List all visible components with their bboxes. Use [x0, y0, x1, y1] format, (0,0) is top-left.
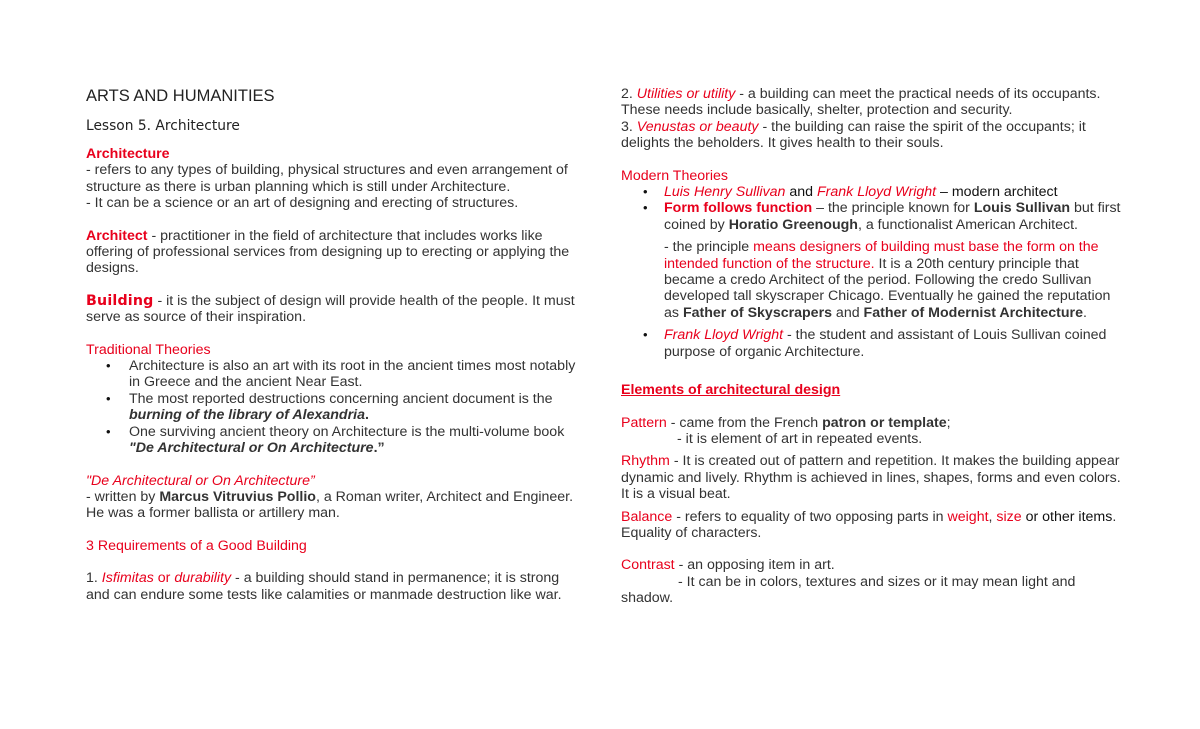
balance-paragraph: Balance - refers to equality of two opposing parts in weight, size or other items. Equality of characters.: [621, 508, 1117, 541]
modern-theories-heading: Modern Theories: [621, 167, 728, 184]
rhythm-paragraph: Rhythm - It is created out of pattern and repetition. It makes the building appear dynamic and lively. Rhythm is achieved in lines, shapes, forms and even colors. It is a visual beat.: [621, 453, 1121, 503]
list-item: • Luis Henry Sullivan and Frank Lloyd Wright – modern architect: [643, 184, 1058, 201]
building-paragraph: [86, 293, 584, 326]
requirements-heading: 3 Requirements of a Good Building: [86, 537, 307, 554]
de-architectural-book: "De Architectural or On Architecture: [129, 440, 374, 457]
bullet-icon: •: [106, 358, 111, 374]
building-term: Building: [86, 292, 154, 309]
left-column: [86, 86, 584, 603]
architecture-definition-1: - refers to any types of building, physical structures and even arrangement of structure as there is urban planning which is still under Architecture.: [86, 162, 568, 195]
bullet-icon: •: [643, 200, 648, 216]
architect-term: Architect: [86, 227, 148, 244]
modern-theories-list: [621, 184, 1121, 360]
written-by-paragraph: - written by Marcus Vitruvius Pollio, a Roman writer, Architect and Engineer. He was a former ballista or artillery man.: [86, 488, 574, 522]
building-definition: - it is the subject of design will provide health of the people. It must serve as source of their inspiration.: [86, 292, 575, 326]
bullet-icon: •: [106, 423, 111, 439]
de-architectural-heading: "De Architectural or On Architecture”: [86, 472, 315, 489]
list-item: • One surviving ancient theory on Architecture is the multi-volume book "De Architectural or On Architecture.”: [106, 423, 565, 457]
list-item: • Architecture is also an art with its root in the ancient times most notably in Greece and the ancient Near East.: [106, 358, 576, 391]
list-item: • The most reported destructions concerning ancient document is the burning of the library of Alexandria.: [106, 390, 553, 424]
document-title: ARTS AND HUMANITIES: [86, 87, 275, 105]
contrast-paragraph: Contrast - an opposing item in art. - It can be in colors, textures and sizes or it may mean light and shadow.: [621, 557, 1076, 607]
right-column: [621, 86, 1121, 607]
marcus-vitruvius-pollio: Marcus Vitruvius Pollio: [159, 488, 316, 505]
traditional-theories-list: [86, 358, 584, 456]
list-item: • Form follows function – the principle known for Louis Sullivan but first coined by Horatio Greenough, a functionalist American Architect. - the principle means designers of building must base the form on the intended function of the structure. It is a 20th century principle that became a credo Architect of the period. Following the credo Sullivan developed tall skyscraper Chicago. Eventually he gained the reputation as Father of Skyscrapers and Father of Modernist Architecture.: [643, 200, 1121, 321]
traditional-theories-heading: Traditional Theories: [86, 341, 211, 358]
requirement-2: 2. Utilities or utility - a building can meet the practical needs of its occupants. These needs include basically, shelter, protection and security.: [621, 86, 1101, 119]
bullet-icon: •: [643, 184, 648, 200]
lesson-title: Lesson 5. Architecture: [86, 118, 240, 134]
bullet-icon: •: [643, 327, 648, 343]
architect-paragraph: [86, 228, 584, 277]
list-item: • Frank Lloyd Wright - the student and assistant of Louis Sullivan coined purpose of organic Architecture.: [643, 327, 1107, 360]
requirement-1: 1. Isfimitas or durability - a building should stand in permanence; it is strong and can endure some tests like calamities or manmade destruction like war.: [86, 570, 562, 603]
requirement-3: 3. Venustas or beauty - the building can raise the spirit of the occupants; it delights the beholders. It gives health to their souls.: [621, 118, 1086, 152]
architecture-heading: Architecture: [86, 146, 170, 162]
pattern-line-2: - it is element of art in repeated events.: [677, 430, 923, 447]
library-of-alexandria: burning of the library of Alexandria: [129, 407, 365, 424]
elements-heading: Elements of architectural design: [621, 382, 841, 399]
pattern-paragraph: Pattern - came from the French patron or template;: [621, 414, 951, 431]
bullet-icon: •: [106, 390, 111, 406]
contrast-line-2: - It can be in colors, textures and sizes or it may mean light and shadow.: [621, 573, 1076, 607]
architecture-definition-2: - It can be a science or an art of designing and erecting of structures.: [86, 195, 519, 212]
architect-definition: - practitioner in the field of architecture that includes works like offering of professional services from designing up to erecting or applying the designs.: [86, 227, 570, 277]
